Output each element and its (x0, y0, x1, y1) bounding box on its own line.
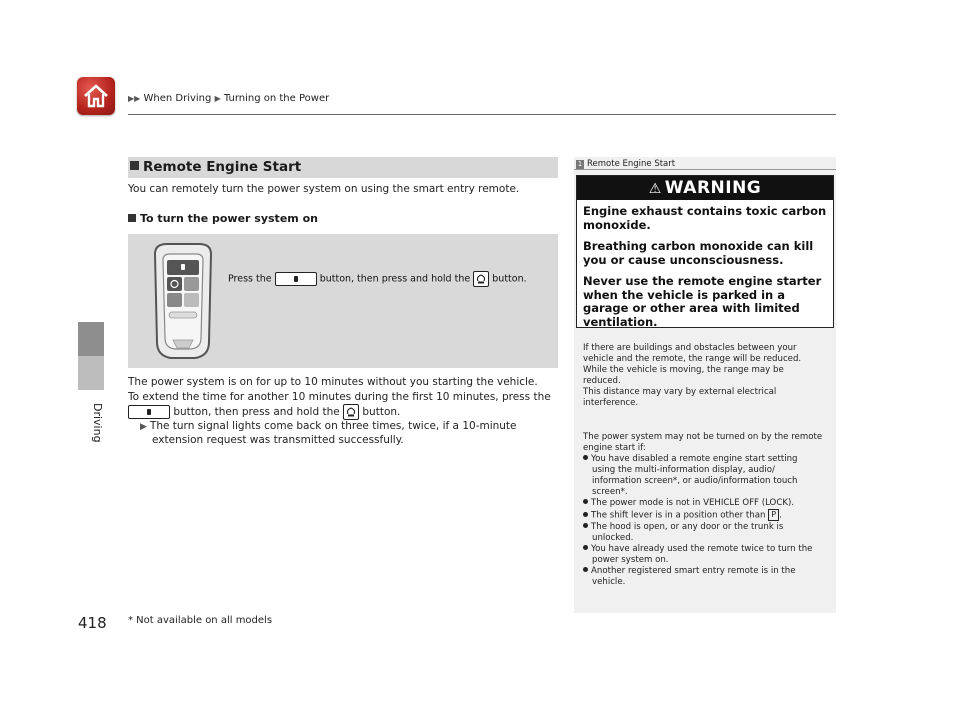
header-divider (128, 114, 836, 115)
remote-start-button-icon (473, 271, 489, 287)
condition-item (583, 522, 831, 533)
subheading (128, 212, 318, 225)
bullet-icon (583, 545, 588, 550)
side-note-title (576, 159, 675, 169)
condition-text: using the multi-information display, audio/ (592, 465, 775, 475)
side-note-divider (574, 169, 836, 170)
conditions-intro: The power system may not be turned on by the remote (583, 432, 823, 442)
breadcrumb-link-when-driving[interactable]: When Driving (143, 93, 212, 104)
conditions-intro: engine start if: (583, 443, 646, 453)
breadcrumb-current[interactable]: Turning on the Power (223, 93, 330, 104)
warning-label: WARNING (664, 178, 762, 198)
home-button[interactable] (77, 77, 115, 115)
instruction-text: button. (362, 406, 401, 418)
caption-prefix: Press the (228, 273, 272, 285)
side-chapter-label: Driving (91, 403, 104, 443)
bullet-icon (583, 512, 588, 517)
condition-item (583, 454, 831, 465)
section-title: Remote Engine Start (143, 159, 302, 175)
condition-text: The hood is open, or any door or the trunk is (591, 521, 784, 532)
lock-button-icon (275, 272, 317, 286)
instruction-line (128, 404, 568, 419)
info-line: This distance may vary by external electrical (583, 387, 777, 397)
caption-mid: button, then press and hold the (319, 273, 471, 285)
condition-text: The power mode is not in VEHICLE OFF (LOCK). (591, 498, 795, 508)
square-bullet-icon (128, 214, 136, 222)
warning-text (583, 205, 828, 337)
range-info (583, 343, 831, 409)
section-heading (128, 157, 558, 178)
condition-item: The shift lever is in a position other than P . (583, 509, 831, 522)
side-tab-marker (78, 322, 104, 356)
side-tab[interactable] (78, 356, 104, 390)
condition-text: information screen*, or audio/information touch (592, 476, 798, 486)
remote-figure (128, 234, 558, 368)
result-line (128, 419, 568, 434)
condition-item (583, 544, 831, 555)
instruction-text: button, then press and hold the (173, 406, 340, 418)
bullet-icon (583, 567, 588, 572)
condition-item (583, 566, 831, 577)
info-line: interference. (583, 398, 639, 408)
info-line: If there are buildings and obstacles between your (583, 343, 797, 353)
reference-number-icon: 1 (577, 160, 583, 168)
remote-start-button-icon (343, 404, 359, 420)
result-line: extension request was transmitted successfully. (152, 434, 404, 446)
condition-text: screen*. (592, 487, 628, 497)
info-line: reduced. (583, 376, 621, 386)
page-number: 418 (78, 614, 107, 632)
lock-button-icon (128, 405, 170, 419)
warning-triangle-icon: ⚠ (648, 181, 662, 197)
info-line: vehicle and the remote, the range will be reduced. (583, 354, 802, 364)
breadcrumb-arrow-icon: ▶▶ (128, 94, 141, 103)
footnote: * Not available on all models (128, 615, 273, 626)
figure-caption (228, 271, 527, 287)
condition-text: You have already used the remote twice to turn the (591, 543, 813, 554)
caption-suffix: button. (492, 273, 527, 285)
result-text: The turn signal lights come back on three times, twice, if a 10-minute (149, 419, 517, 432)
intro-text: You can remotely turn the power system on using the smart entry remote. (128, 183, 520, 195)
home-icon (82, 82, 110, 110)
instructions (128, 375, 568, 448)
conditions-list (583, 432, 831, 588)
breadcrumb (128, 93, 329, 104)
condition-text: vehicle. (592, 576, 626, 587)
side-note-title-text: Remote Engine Start (587, 159, 676, 169)
breadcrumb-arrow-icon: ▶ (214, 94, 221, 103)
condition-item (583, 498, 831, 509)
condition-text: power system on. (592, 554, 669, 565)
result-arrow-icon: ▶ (140, 421, 147, 432)
park-position-icon: P (768, 509, 779, 521)
instruction-line: To extend the time for another 10 minutes during the first 10 minutes, press the (128, 390, 551, 403)
condition-text: The shift lever is in a position other than (591, 510, 766, 521)
condition-text: Another registered smart entry remote is in the (591, 565, 796, 576)
warning-paragraph: Never use the remote engine starter when the vehicle is parked in a garage or other area with limited ventilation. (583, 274, 822, 329)
warning-header (577, 176, 833, 200)
square-bullet-icon (130, 161, 139, 170)
info-line: While the vehicle is moving, the range may be (583, 365, 784, 375)
smart-entry-remote-illustration (143, 238, 223, 364)
condition-text: You have disabled a remote engine start setting (591, 454, 798, 464)
warning-paragraph: Engine exhaust contains toxic carbon monoxide. (583, 204, 827, 232)
instruction-line: The power system is on for up to 10 minutes without you starting the vehicle. (128, 376, 538, 388)
bullet-icon (583, 523, 588, 528)
warning-paragraph: Breathing carbon monoxide can kill you or cause unconsciousness. (583, 239, 814, 267)
condition-text: unlocked. (592, 532, 634, 543)
subheading-text: To turn the power system on (140, 212, 318, 225)
bullet-icon (583, 499, 588, 504)
bullet-icon (583, 455, 588, 460)
